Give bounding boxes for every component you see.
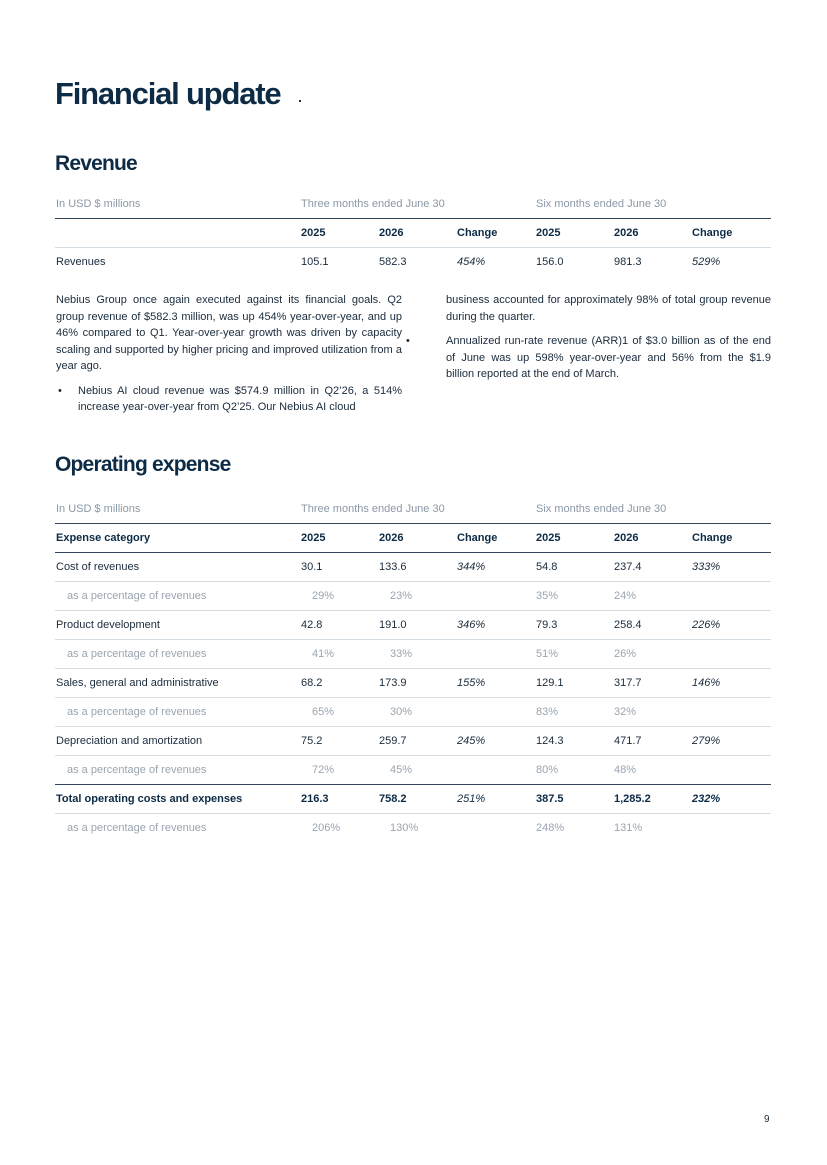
table-cell: 23% [390, 590, 413, 602]
table-cell: 26% [614, 648, 637, 660]
page-title: Financial update [55, 76, 281, 111]
row-label: Depreciation and amortization [56, 735, 203, 747]
table-cell: 30.1 [301, 561, 323, 573]
header-cell: 2026 [614, 227, 639, 239]
table-cell: 29% [312, 590, 335, 602]
table-cell: 124.3 [536, 735, 564, 747]
revenue-three-months-label: Three months ended June 30 [301, 198, 445, 210]
title-dot [299, 100, 301, 102]
commentary-left-column [56, 292, 402, 424]
table-cell: 529% [692, 256, 721, 268]
table-cell: 173.9 [379, 677, 407, 689]
header-cell: 2025 [536, 532, 561, 544]
bullet-icon: • [406, 335, 410, 347]
row-label: Product development [56, 619, 160, 631]
table-cell: 42.8 [301, 619, 323, 631]
table-cell: 216.3 [301, 793, 329, 805]
row-label: as a percentage of revenues [67, 590, 207, 602]
table-cell: 454% [457, 256, 486, 268]
table-row [55, 698, 771, 727]
table-cell: 41% [312, 648, 335, 660]
row-label: as a percentage of revenues [67, 706, 207, 718]
table-cell: 33% [390, 648, 413, 660]
table-cell: 48% [614, 764, 637, 776]
table-cell: 68.2 [301, 677, 323, 689]
table-cell: 155% [457, 677, 486, 689]
page-number: 9 [764, 1114, 770, 1125]
header-cell: 2025 [536, 227, 561, 239]
table-cell: 130% [390, 822, 419, 834]
list-item [406, 333, 771, 383]
revenue-section-title: Revenue [55, 152, 137, 175]
header-cell: 2026 [379, 532, 404, 544]
header-cell: Change [692, 227, 733, 239]
table-cell: 72% [312, 764, 335, 776]
table-row [55, 727, 771, 756]
list-item [56, 383, 402, 416]
table-cell: 237.4 [614, 561, 642, 573]
table-cell: 131% [614, 822, 643, 834]
table-cell: 45% [390, 764, 413, 776]
table-cell: 133.6 [379, 561, 407, 573]
table-cell: 387.5 [536, 793, 564, 805]
table-row [55, 611, 771, 640]
table-cell: 471.7 [614, 735, 642, 747]
table-cell: 279% [692, 735, 721, 747]
table-cell: 129.1 [536, 677, 564, 689]
header-cell: Expense category [56, 532, 151, 544]
table-cell: 54.8 [536, 561, 558, 573]
commentary-right-column [406, 292, 771, 391]
opex-three-months-label: Three months ended June 30 [301, 503, 445, 515]
table-row [55, 814, 771, 842]
table-cell: 30% [390, 706, 413, 718]
table-cell: 32% [614, 706, 637, 718]
table-cell: 24% [614, 590, 637, 602]
revenue-unit-label: In USD $ millions [56, 198, 141, 210]
row-label: Revenues [56, 256, 106, 268]
revenue-table-meta-row [55, 192, 771, 219]
opex-table-header [55, 524, 771, 553]
row-label: Sales, general and administrative [56, 677, 219, 689]
table-cell: 317.7 [614, 677, 642, 689]
bullet-text: Annualized run-rate revenue (ARR)1 of $3.0 billion as of the end of June was up 598% year-over-year and 56% from the $1.9 billion reported at the end of March. [446, 335, 771, 380]
table-cell: 758.2 [379, 793, 407, 805]
table-cell: 51% [536, 648, 559, 660]
table-cell: 206% [312, 822, 341, 834]
row-label: Cost of revenues [56, 561, 140, 573]
table-cell: 79.3 [536, 619, 558, 631]
table-cell: 333% [692, 561, 721, 573]
table-row [55, 248, 771, 276]
opex-unit-label: In USD $ millions [56, 503, 141, 515]
table-cell: 156.0 [536, 256, 564, 268]
row-label: as a percentage of revenues [67, 648, 207, 660]
table-row-total [55, 785, 771, 814]
commentary-bullets-right [406, 333, 771, 383]
table-cell: 232% [692, 793, 721, 805]
header-cell: 2026 [614, 532, 639, 544]
table-cell: 105.1 [301, 256, 329, 268]
commentary-paragraph: Nebius Group once again executed against its financial goals. Q2 group revenue of $582.3 million, was up 454% year-over-year, and up 46% compared to Q1. Year-over-year growth was driven by capacity scaling and supported by higher pricing and improved utilization from a year ago. [56, 294, 402, 372]
header-cell: 2026 [379, 227, 404, 239]
table-row [55, 640, 771, 669]
bullet-continuation: business accounted for approximately 98% of total group revenue during the quarter. [446, 294, 771, 323]
revenue-six-months-label: Six months ended June 30 [536, 198, 667, 210]
opex-section-title: Operating expense [55, 453, 231, 476]
table-cell: 80% [536, 764, 559, 776]
table-row [55, 582, 771, 611]
table-cell: 146% [692, 677, 721, 689]
header-cell: 2025 [301, 227, 326, 239]
revenue-table-header [55, 219, 771, 248]
table-cell: 35% [536, 590, 559, 602]
table-row [55, 669, 771, 698]
commentary-bullets-left [56, 383, 402, 416]
row-label: Total operating costs and expenses [56, 793, 243, 805]
opex-six-months-label: Six months ended June 30 [536, 503, 667, 515]
header-cell: 2025 [301, 532, 326, 544]
header-cell: Change [692, 532, 733, 544]
table-cell: 226% [692, 619, 721, 631]
table-cell: 981.3 [614, 256, 642, 268]
header-cell: Change [457, 227, 498, 239]
table-cell: 251% [457, 793, 486, 805]
table-cell: 346% [457, 619, 486, 631]
table-cell: 65% [312, 706, 335, 718]
table-cell: 75.2 [301, 735, 323, 747]
table-cell: 1,285.2 [614, 793, 651, 805]
table-cell: 191.0 [379, 619, 407, 631]
table-row [55, 756, 771, 785]
table-cell: 258.4 [614, 619, 642, 631]
table-cell: 582.3 [379, 256, 407, 268]
revenue-table [55, 192, 771, 276]
row-label: as a percentage of revenues [67, 764, 207, 776]
table-cell: 259.7 [379, 735, 407, 747]
table-cell: 344% [457, 561, 486, 573]
opex-table-meta-row [55, 497, 771, 524]
table-cell: 83% [536, 706, 559, 718]
header-cell: Change [457, 532, 498, 544]
table-row [55, 553, 771, 582]
table-cell: 245% [457, 735, 486, 747]
table-cell: 248% [536, 822, 565, 834]
opex-table [55, 497, 771, 842]
row-label: as a percentage of revenues [67, 822, 207, 834]
bullet-icon: • [58, 384, 62, 397]
bullet-text: Nebius AI cloud revenue was $574.9 million in Q2’26, a 514% increase year-over-year from Q2’25. Our Nebius AI cloud [78, 384, 402, 413]
